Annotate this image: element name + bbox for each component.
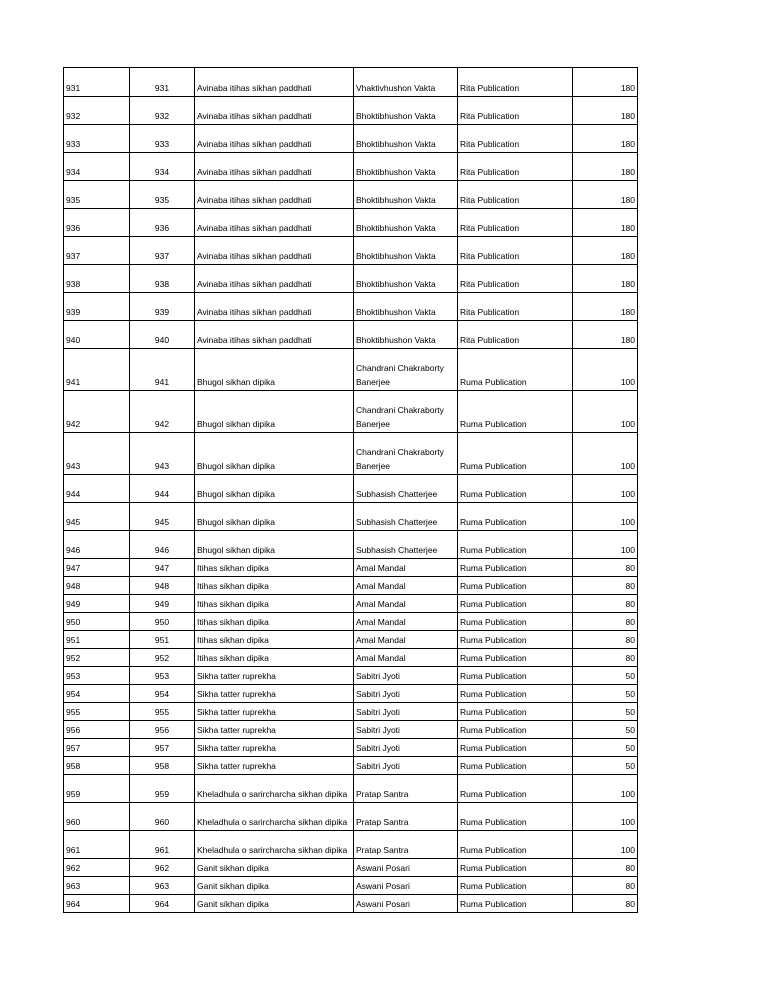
accession-number-cell: 932 xyxy=(130,97,195,125)
serial-number-cell: 952 xyxy=(64,649,130,667)
accession-number-cell: 949 xyxy=(130,595,195,613)
serial-number-cell: 954 xyxy=(64,685,130,703)
table-row xyxy=(64,775,638,803)
author-cell: Sabitri Jyoti xyxy=(354,739,458,757)
table-row xyxy=(64,721,638,739)
book-title-cell: Avinaba itihas sikhan paddhati xyxy=(195,237,354,265)
book-title-cell: Kheladhula o sarircharcha sikhan dipika xyxy=(195,775,354,803)
price-cell: 100 xyxy=(573,433,638,475)
table-row xyxy=(64,321,638,349)
table-row xyxy=(64,895,638,913)
price-cell: 180 xyxy=(573,68,638,97)
table-row xyxy=(64,577,638,595)
accession-number-cell: 953 xyxy=(130,667,195,685)
book-title-cell: Avinaba itihas sikhan paddhati xyxy=(195,209,354,237)
serial-number-cell: 931 xyxy=(64,68,130,97)
serial-number-cell: 955 xyxy=(64,703,130,721)
author-cell: Sabitri Jyoti xyxy=(354,757,458,775)
author-cell: Chandrani Chakraborty Banerjee xyxy=(354,349,458,391)
author-cell: Pratap Santra xyxy=(354,775,458,803)
publisher-cell: Ruma Publication xyxy=(458,649,573,667)
accession-number-cell: 961 xyxy=(130,831,195,859)
book-title-cell: Avinaba itihas sikhan paddhati xyxy=(195,265,354,293)
publisher-cell: Ruma Publication xyxy=(458,613,573,631)
author-cell: Bhoktibhushon Vakta xyxy=(354,153,458,181)
book-title-cell: Avinaba itihas sikhan paddhati xyxy=(195,97,354,125)
table-row xyxy=(64,613,638,631)
book-title-cell: Bhugol sikhan dipika xyxy=(195,475,354,503)
serial-number-cell: 962 xyxy=(64,859,130,877)
publisher-cell: Ruma Publication xyxy=(458,559,573,577)
table-row xyxy=(64,181,638,209)
publisher-cell: Ruma Publication xyxy=(458,631,573,649)
serial-number-cell: 945 xyxy=(64,503,130,531)
author-cell: Sabitri Jyoti xyxy=(354,721,458,739)
book-title-cell: Ganit sikhan dipika xyxy=(195,877,354,895)
serial-number-cell: 948 xyxy=(64,577,130,595)
book-title-cell: Bhugol sikhan dipika xyxy=(195,349,354,391)
serial-number-cell: 951 xyxy=(64,631,130,649)
table-row xyxy=(64,503,638,531)
publisher-cell: Rita Publication xyxy=(458,321,573,349)
book-title-cell: Sikha tatter ruprekha xyxy=(195,739,354,757)
accession-number-cell: 940 xyxy=(130,321,195,349)
accession-number-cell: 960 xyxy=(130,803,195,831)
publisher-cell: Rita Publication xyxy=(458,181,573,209)
publisher-cell: Ruma Publication xyxy=(458,595,573,613)
serial-number-cell: 961 xyxy=(64,831,130,859)
price-cell: 180 xyxy=(573,321,638,349)
price-cell: 100 xyxy=(573,831,638,859)
publisher-cell: Rita Publication xyxy=(458,293,573,321)
publisher-cell: Ruma Publication xyxy=(458,757,573,775)
publisher-cell: Rita Publication xyxy=(458,68,573,97)
serial-number-cell: 947 xyxy=(64,559,130,577)
price-cell: 80 xyxy=(573,595,638,613)
serial-number-cell: 935 xyxy=(64,181,130,209)
publisher-cell: Ruma Publication xyxy=(458,577,573,595)
table-row xyxy=(64,433,638,475)
publisher-cell: Ruma Publication xyxy=(458,703,573,721)
publisher-cell: Ruma Publication xyxy=(458,859,573,877)
book-title-cell: Ganit sikhan dipika xyxy=(195,859,354,877)
book-title-cell: Itihas sikhan dipika xyxy=(195,577,354,595)
serial-number-cell: 932 xyxy=(64,97,130,125)
table-row xyxy=(64,667,638,685)
book-title-cell: Avinaba itihas sikhan paddhati xyxy=(195,125,354,153)
serial-number-cell: 953 xyxy=(64,667,130,685)
table-row xyxy=(64,237,638,265)
author-cell: Amal Mandal xyxy=(354,577,458,595)
serial-number-cell: 958 xyxy=(64,757,130,775)
table-row xyxy=(64,631,638,649)
author-cell: Bhoktibhushon Vakta xyxy=(354,265,458,293)
table-row xyxy=(64,595,638,613)
author-cell: Bhoktibhushon Vakta xyxy=(354,293,458,321)
publisher-cell: Ruma Publication xyxy=(458,895,573,913)
serial-number-cell: 937 xyxy=(64,237,130,265)
publisher-cell: Ruma Publication xyxy=(458,831,573,859)
price-cell: 50 xyxy=(573,703,638,721)
publisher-cell: Ruma Publication xyxy=(458,349,573,391)
book-title-cell: Itihas sikhan dipika xyxy=(195,649,354,667)
book-title-cell: Sikha tatter ruprekha xyxy=(195,685,354,703)
publisher-cell: Rita Publication xyxy=(458,265,573,293)
accession-number-cell: 963 xyxy=(130,877,195,895)
author-cell: Bhoktibhushon Vakta xyxy=(354,209,458,237)
book-title-cell: Itihas sikhan dipika xyxy=(195,613,354,631)
book-title-cell: Ganit sikhan dipika xyxy=(195,895,354,913)
accession-number-cell: 952 xyxy=(130,649,195,667)
table-row xyxy=(64,877,638,895)
price-cell: 80 xyxy=(573,895,638,913)
table-row xyxy=(64,293,638,321)
accession-number-cell: 937 xyxy=(130,237,195,265)
publisher-cell: Ruma Publication xyxy=(458,433,573,475)
accession-number-cell: 933 xyxy=(130,125,195,153)
book-title-cell: Itihas sikhan dipika xyxy=(195,631,354,649)
table-row xyxy=(64,475,638,503)
accession-number-cell: 959 xyxy=(130,775,195,803)
publisher-cell: Ruma Publication xyxy=(458,685,573,703)
price-cell: 100 xyxy=(573,803,638,831)
author-cell: Bhoktibhushon Vakta xyxy=(354,237,458,265)
table-row xyxy=(64,153,638,181)
price-cell: 180 xyxy=(573,293,638,321)
publisher-cell: Rita Publication xyxy=(458,153,573,181)
price-cell: 50 xyxy=(573,757,638,775)
serial-number-cell: 938 xyxy=(64,265,130,293)
accession-number-cell: 934 xyxy=(130,153,195,181)
accession-number-cell: 948 xyxy=(130,577,195,595)
author-cell: Pratap Santra xyxy=(354,803,458,831)
table-row xyxy=(64,209,638,237)
accession-number-cell: 950 xyxy=(130,613,195,631)
serial-number-cell: 941 xyxy=(64,349,130,391)
publisher-cell: Ruma Publication xyxy=(458,721,573,739)
price-cell: 180 xyxy=(573,209,638,237)
price-cell: 50 xyxy=(573,667,638,685)
author-cell: Chandrani Chakraborty Banerjee xyxy=(354,433,458,475)
accession-number-cell: 942 xyxy=(130,391,195,433)
book-title-cell: Sikha tatter ruprekha xyxy=(195,703,354,721)
book-title-cell: Kheladhula o sarircharcha sikhan dipika xyxy=(195,803,354,831)
price-cell: 80 xyxy=(573,613,638,631)
author-cell: Aswani Posari xyxy=(354,877,458,895)
price-cell: 80 xyxy=(573,649,638,667)
book-title-cell: Avinaba itihas sikhan paddhati xyxy=(195,68,354,97)
table-row xyxy=(64,531,638,559)
table-row xyxy=(64,703,638,721)
accession-number-cell: 964 xyxy=(130,895,195,913)
price-cell: 100 xyxy=(573,531,638,559)
price-cell: 180 xyxy=(573,265,638,293)
book-title-cell: Sikha tatter ruprekha xyxy=(195,667,354,685)
price-cell: 100 xyxy=(573,349,638,391)
serial-number-cell: 934 xyxy=(64,153,130,181)
serial-number-cell: 940 xyxy=(64,321,130,349)
price-cell: 50 xyxy=(573,739,638,757)
table-row xyxy=(64,859,638,877)
price-cell: 100 xyxy=(573,503,638,531)
price-cell: 80 xyxy=(573,577,638,595)
publisher-cell: Rita Publication xyxy=(458,125,573,153)
price-cell: 80 xyxy=(573,877,638,895)
accession-number-cell: 938 xyxy=(130,265,195,293)
serial-number-cell: 946 xyxy=(64,531,130,559)
book-title-cell: Itihas sikhan dipika xyxy=(195,559,354,577)
book-title-cell: Bhugol sikhan dipika xyxy=(195,503,354,531)
publisher-cell: Ruma Publication xyxy=(458,531,573,559)
table-row xyxy=(64,757,638,775)
table-row xyxy=(64,265,638,293)
author-cell: Vhaktivhushon Vakta xyxy=(354,68,458,97)
book-title-cell: Bhugol sikhan dipika xyxy=(195,391,354,433)
price-cell: 180 xyxy=(573,125,638,153)
table-row xyxy=(64,739,638,757)
price-cell: 180 xyxy=(573,237,638,265)
serial-number-cell: 933 xyxy=(64,125,130,153)
price-cell: 180 xyxy=(573,97,638,125)
serial-number-cell: 943 xyxy=(64,433,130,475)
accession-number-cell: 939 xyxy=(130,293,195,321)
serial-number-cell: 942 xyxy=(64,391,130,433)
author-cell: Chandrani Chakraborty Banerjee xyxy=(354,391,458,433)
accession-number-cell: 951 xyxy=(130,631,195,649)
book-title-cell: Sikha tatter ruprekha xyxy=(195,757,354,775)
publisher-cell: Rita Publication xyxy=(458,97,573,125)
accession-number-cell: 962 xyxy=(130,859,195,877)
author-cell: Amal Mandal xyxy=(354,613,458,631)
author-cell: Sabitri Jyoti xyxy=(354,667,458,685)
author-cell: Bhoktibhushon Vakta xyxy=(354,97,458,125)
serial-number-cell: 957 xyxy=(64,739,130,757)
book-title-cell: Kheladhula o sarircharcha sikhan dipika xyxy=(195,831,354,859)
accession-number-cell: 956 xyxy=(130,721,195,739)
price-cell: 80 xyxy=(573,859,638,877)
book-title-cell: Avinaba itihas sikhan paddhati xyxy=(195,321,354,349)
serial-number-cell: 950 xyxy=(64,613,130,631)
table-row xyxy=(64,391,638,433)
author-cell: Pratap Santra xyxy=(354,831,458,859)
serial-number-cell: 963 xyxy=(64,877,130,895)
accession-number-cell: 945 xyxy=(130,503,195,531)
serial-number-cell: 960 xyxy=(64,803,130,831)
publisher-cell: Ruma Publication xyxy=(458,803,573,831)
price-cell: 80 xyxy=(573,631,638,649)
publisher-cell: Ruma Publication xyxy=(458,475,573,503)
accession-number-cell: 935 xyxy=(130,181,195,209)
accession-number-cell: 957 xyxy=(130,739,195,757)
table-row xyxy=(64,559,638,577)
serial-number-cell: 939 xyxy=(64,293,130,321)
author-cell: Sabitri Jyoti xyxy=(354,685,458,703)
price-cell: 100 xyxy=(573,775,638,803)
author-cell: Aswani Posari xyxy=(354,859,458,877)
book-title-cell: Avinaba itihas sikhan paddhati xyxy=(195,181,354,209)
table-row xyxy=(64,831,638,859)
table-row xyxy=(64,125,638,153)
book-title-cell: Bhugol sikhan dipika xyxy=(195,433,354,475)
accession-number-cell: 931 xyxy=(130,68,195,97)
price-cell: 50 xyxy=(573,685,638,703)
price-cell: 100 xyxy=(573,475,638,503)
publisher-cell: Ruma Publication xyxy=(458,667,573,685)
price-cell: 80 xyxy=(573,559,638,577)
author-cell: Subhasish Chatterjee xyxy=(354,503,458,531)
author-cell: Amal Mandal xyxy=(354,595,458,613)
serial-number-cell: 956 xyxy=(64,721,130,739)
publisher-cell: Rita Publication xyxy=(458,209,573,237)
accession-number-cell: 947 xyxy=(130,559,195,577)
publisher-cell: Ruma Publication xyxy=(458,775,573,803)
price-cell: 50 xyxy=(573,721,638,739)
accession-number-cell: 941 xyxy=(130,349,195,391)
accession-number-cell: 955 xyxy=(130,703,195,721)
accession-number-cell: 946 xyxy=(130,531,195,559)
book-register-table xyxy=(63,67,638,913)
author-cell: Amal Mandal xyxy=(354,559,458,577)
table-row xyxy=(64,349,638,391)
publisher-cell: Ruma Publication xyxy=(458,739,573,757)
book-title-cell: Sikha tatter ruprekha xyxy=(195,721,354,739)
price-cell: 180 xyxy=(573,153,638,181)
table-row xyxy=(64,97,638,125)
accession-number-cell: 954 xyxy=(130,685,195,703)
publisher-cell: Ruma Publication xyxy=(458,877,573,895)
table-row xyxy=(64,803,638,831)
publisher-cell: Ruma Publication xyxy=(458,391,573,433)
book-title-cell: Avinaba itihas sikhan paddhati xyxy=(195,293,354,321)
serial-number-cell: 949 xyxy=(64,595,130,613)
author-cell: Bhoktibhushon Vakta xyxy=(354,181,458,209)
author-cell: Bhoktibhushon Vakta xyxy=(354,321,458,349)
book-title-cell: Avinaba itihas sikhan paddhati xyxy=(195,153,354,181)
publisher-cell: Rita Publication xyxy=(458,237,573,265)
author-cell: Amal Mandal xyxy=(354,631,458,649)
table-body xyxy=(64,68,638,913)
table-row xyxy=(64,68,638,97)
table-row xyxy=(64,649,638,667)
author-cell: Subhasish Chatterjee xyxy=(354,475,458,503)
serial-number-cell: 944 xyxy=(64,475,130,503)
book-title-cell: Itihas sikhan dipika xyxy=(195,595,354,613)
accession-number-cell: 944 xyxy=(130,475,195,503)
author-cell: Sabitri Jyoti xyxy=(354,703,458,721)
serial-number-cell: 936 xyxy=(64,209,130,237)
author-cell: Bhoktibhushon Vakta xyxy=(354,125,458,153)
accession-number-cell: 958 xyxy=(130,757,195,775)
publisher-cell: Ruma Publication xyxy=(458,503,573,531)
author-cell: Subhasish Chatterjee xyxy=(354,531,458,559)
author-cell: Aswani Posari xyxy=(354,895,458,913)
serial-number-cell: 964 xyxy=(64,895,130,913)
author-cell: Amal Mandal xyxy=(354,649,458,667)
serial-number-cell: 959 xyxy=(64,775,130,803)
book-title-cell: Bhugol sikhan dipika xyxy=(195,531,354,559)
accession-number-cell: 943 xyxy=(130,433,195,475)
accession-number-cell: 936 xyxy=(130,209,195,237)
price-cell: 100 xyxy=(573,391,638,433)
price-cell: 180 xyxy=(573,181,638,209)
table-row xyxy=(64,685,638,703)
